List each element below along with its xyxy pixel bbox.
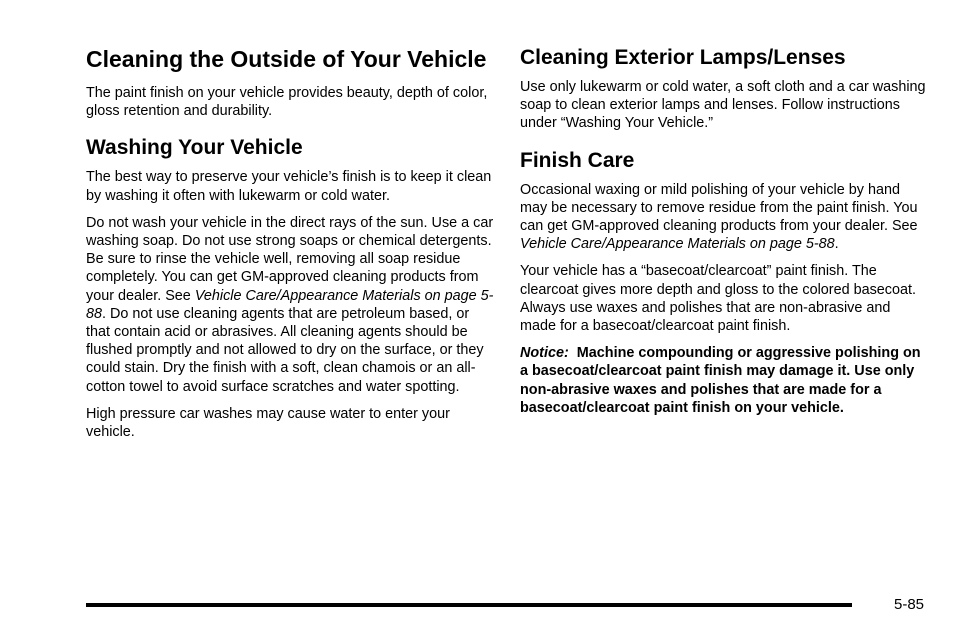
finish-paragraph-1-text-b: . bbox=[834, 236, 839, 253]
notice-paragraph bbox=[520, 344, 928, 417]
vehicle-care-reference-link[interactable]: Vehicle Care/Appearance Materials on page 5-88 bbox=[86, 287, 494, 322]
lamps-heading: Cleaning Exterior Lamps/Lenses bbox=[520, 46, 846, 69]
finish-care-heading: Finish Care bbox=[520, 148, 635, 172]
right-column bbox=[520, 44, 928, 417]
page-title: Cleaning the Outside of Your Vehicle bbox=[86, 46, 487, 72]
washing-paragraph-2 bbox=[86, 214, 494, 396]
finish-paragraph-2: Your vehicle has a “basecoat/clearcoat” paint finish. The clearcoat gives more depth and gloss to the colored basecoat. Always use waxes and polishes that are non-abrasive and made for a basecoat/clearcoat paint finish. bbox=[520, 263, 916, 335]
left-column bbox=[86, 44, 494, 441]
washing-paragraph-1: The best way to preserve your vehicle’s finish is to keep it clean by washing it often with lukewarm or cold water. bbox=[86, 169, 492, 204]
finish-paragraph-1 bbox=[520, 181, 928, 254]
finish-paragraph-1-text-a: Occasional waxing or mild polishing of your vehicle by hand may be necessary to remove residue from the paint finish. You can get GM-approved cleaning products from your dealer. See bbox=[520, 181, 918, 235]
finish-vehicle-care-reference-link[interactable]: Vehicle Care/Appearance Materials on page 5-88 bbox=[520, 236, 835, 253]
washing-paragraph-3: High pressure car washes may cause water to enter your vehicle. bbox=[86, 405, 450, 441]
intro-paragraph: The paint finish on your vehicle provides beauty, depth of color, gloss retention and durability. bbox=[86, 85, 488, 120]
washing-heading: Washing Your Vehicle bbox=[86, 136, 303, 160]
page-number: 5-85 bbox=[894, 596, 925, 613]
lamps-paragraph: Use only lukewarm or cold water, a soft cloth and a car washing soap to clean exterior lamps and lenses. Follow instructions under “Washing Your Vehicle.” bbox=[520, 79, 926, 132]
washing-paragraph-2-text-b: . Do not use cleaning agents that are petroleum based, or that contain acid or abrasives. All cleaning agents should be flushed promptly and not allowed to dry on the surface, or they could stain. Dry the finish with a soft, clean chamois or an all-cotton towel to avoid surface scratches and water spotting. bbox=[86, 305, 484, 395]
footer-rule bbox=[86, 603, 852, 607]
notice-text: Machine compounding or aggressive polishing on a basecoat/clearcoat paint finish may damage it. Use only non-abrasive waxes and polishes that are made for a basecoat/clearcoat paint finish on your vehicle. bbox=[520, 345, 921, 416]
notice-label: Notice: bbox=[520, 345, 569, 362]
washing-paragraph-2-text-a: Do not wash your vehicle in the direct rays of the sun. Use a car washing soap. Do not use strong soaps or chemical detergents. Be sure to rinse the vehicle well, removing all soap residue completely. You can get GM-approved cleaning products from your dealer. See bbox=[86, 214, 494, 304]
